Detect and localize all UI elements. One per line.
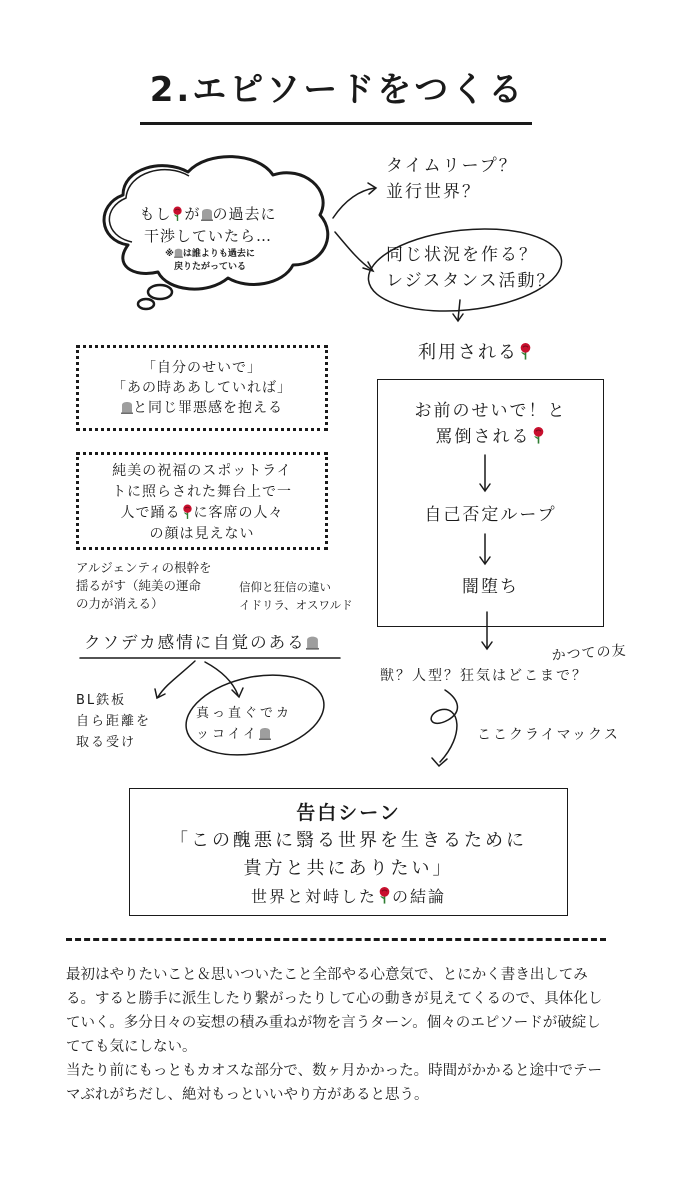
cloud-line2: 干渉していたら… xyxy=(143,227,272,245)
argenti-line3: の力が消える） xyxy=(76,596,164,611)
commentary-para1: 最初はやりたいこと＆思いついたこと全部やる心意気で、とにかく書き出してみる。すると勝手に派生したり繋がったりして心の動きが見えてくるので、具体化していく。多分日々の妄想の積み重ねが物を言うターン。個々のエピソードが破綻してても気にしない。 xyxy=(66,967,603,1055)
cloud-line1-post: の過去に xyxy=(212,205,277,223)
faith-line1: 信仰と狂信の違い xyxy=(239,580,331,594)
beast-note: 獣？人型？狂気はどこまで？ xyxy=(380,668,588,684)
confession-content xyxy=(129,799,568,911)
bl-line1: BL鉄板 xyxy=(76,693,127,708)
option-resistance xyxy=(386,242,556,294)
confession-line3-pre: 世界と対峙した xyxy=(250,887,377,906)
guilt-line3: と同じ罪悪感を抱える xyxy=(133,400,283,416)
used-label xyxy=(418,340,533,366)
spotlight-line2: トに照らされた舞台上で一 xyxy=(112,484,292,500)
option2-line1: 同じ状況を作る？ xyxy=(386,245,538,265)
awareness-text: クソデカ感情に自覚のある xyxy=(84,633,306,652)
guilt-box xyxy=(76,345,328,431)
confession-line3-post: の結論 xyxy=(392,887,447,906)
rose-icon xyxy=(518,342,533,360)
section-divider xyxy=(66,938,606,941)
page-title: 2.エピソードをつくる xyxy=(149,70,526,110)
spotlight-line1: 純美の祝福のスポットライ xyxy=(112,463,292,479)
bl-line3: 取る受け xyxy=(76,735,137,750)
cloud-note-line2: 戻りたがっている xyxy=(173,262,246,272)
used-text: 利用される xyxy=(418,342,518,363)
bl-note xyxy=(76,690,151,753)
straight-line1: 真っ直ぐでカ xyxy=(196,706,293,721)
faith-note xyxy=(239,578,353,614)
argenti-line1: アルジェンティの根幹を xyxy=(76,560,212,575)
option1-line2: 並行世界？ xyxy=(386,182,481,202)
straight-note xyxy=(196,703,292,745)
guilt-line2: 「あの時ああしていれば」 xyxy=(112,380,292,396)
cloud-note-mark: ※ xyxy=(165,249,174,259)
rose-icon xyxy=(531,426,546,444)
option2-line2: レジスタンス活動？ xyxy=(386,271,556,291)
awareness-label xyxy=(84,630,319,656)
cloud-note-line1: は誰よりも過去に xyxy=(182,249,255,259)
confession-line2: 貴方と共にありたい」 xyxy=(243,858,454,879)
faith-line2: イドリラ、オスワルド xyxy=(239,598,353,612)
climax-note: ここクライマックス xyxy=(477,727,620,743)
cloud-line1-mid: が xyxy=(184,205,201,223)
option-timeleap xyxy=(386,153,518,205)
bl-line2: 自ら距離を xyxy=(76,714,152,729)
tombstone-icon xyxy=(259,726,271,740)
spotlight-line3-pre: 人で踊る xyxy=(120,505,181,521)
downfall-step1-line1: お前のせいで！と xyxy=(414,401,567,421)
downfall-step2: 自己否定ループ xyxy=(424,505,557,525)
confession-heading: 告白シーン xyxy=(296,802,401,824)
tombstone-icon xyxy=(306,634,319,650)
commentary xyxy=(66,963,611,1107)
downfall-step1 xyxy=(377,398,604,450)
option1-line1: タイムリープ？ xyxy=(386,156,518,176)
argenti-line2: 揺るがす（純美の運命 xyxy=(76,578,202,593)
argenti-note xyxy=(76,559,211,613)
spotlight-line3-post: に客席の人々 xyxy=(193,505,284,521)
downfall-step1-line2: 罵倒される xyxy=(435,427,531,447)
guilt-line1: 「自分のせいで」 xyxy=(142,360,262,376)
downfall-step3: 闇堕ち xyxy=(462,577,519,597)
tombstone-icon xyxy=(121,400,133,414)
spotlight-box xyxy=(76,452,328,550)
commentary-para2: 当たり前にもっともカオスな部分で、数ヶ月かかった。時間がかかると途中でテーマぶれがちだし、絶対もっといいやり方があると思う。 xyxy=(66,1063,603,1103)
confession-line1: 「この醜悪に翳る世界を生きるために xyxy=(170,830,527,851)
old-friend-note: かつての友 xyxy=(551,642,628,664)
straight-line2: ッコイイ xyxy=(196,727,259,742)
rose-icon xyxy=(181,504,194,519)
spotlight-line4: の顔は見えない xyxy=(149,526,255,542)
cloud-line1-pre: もし xyxy=(139,205,172,223)
rose-icon xyxy=(377,886,392,904)
